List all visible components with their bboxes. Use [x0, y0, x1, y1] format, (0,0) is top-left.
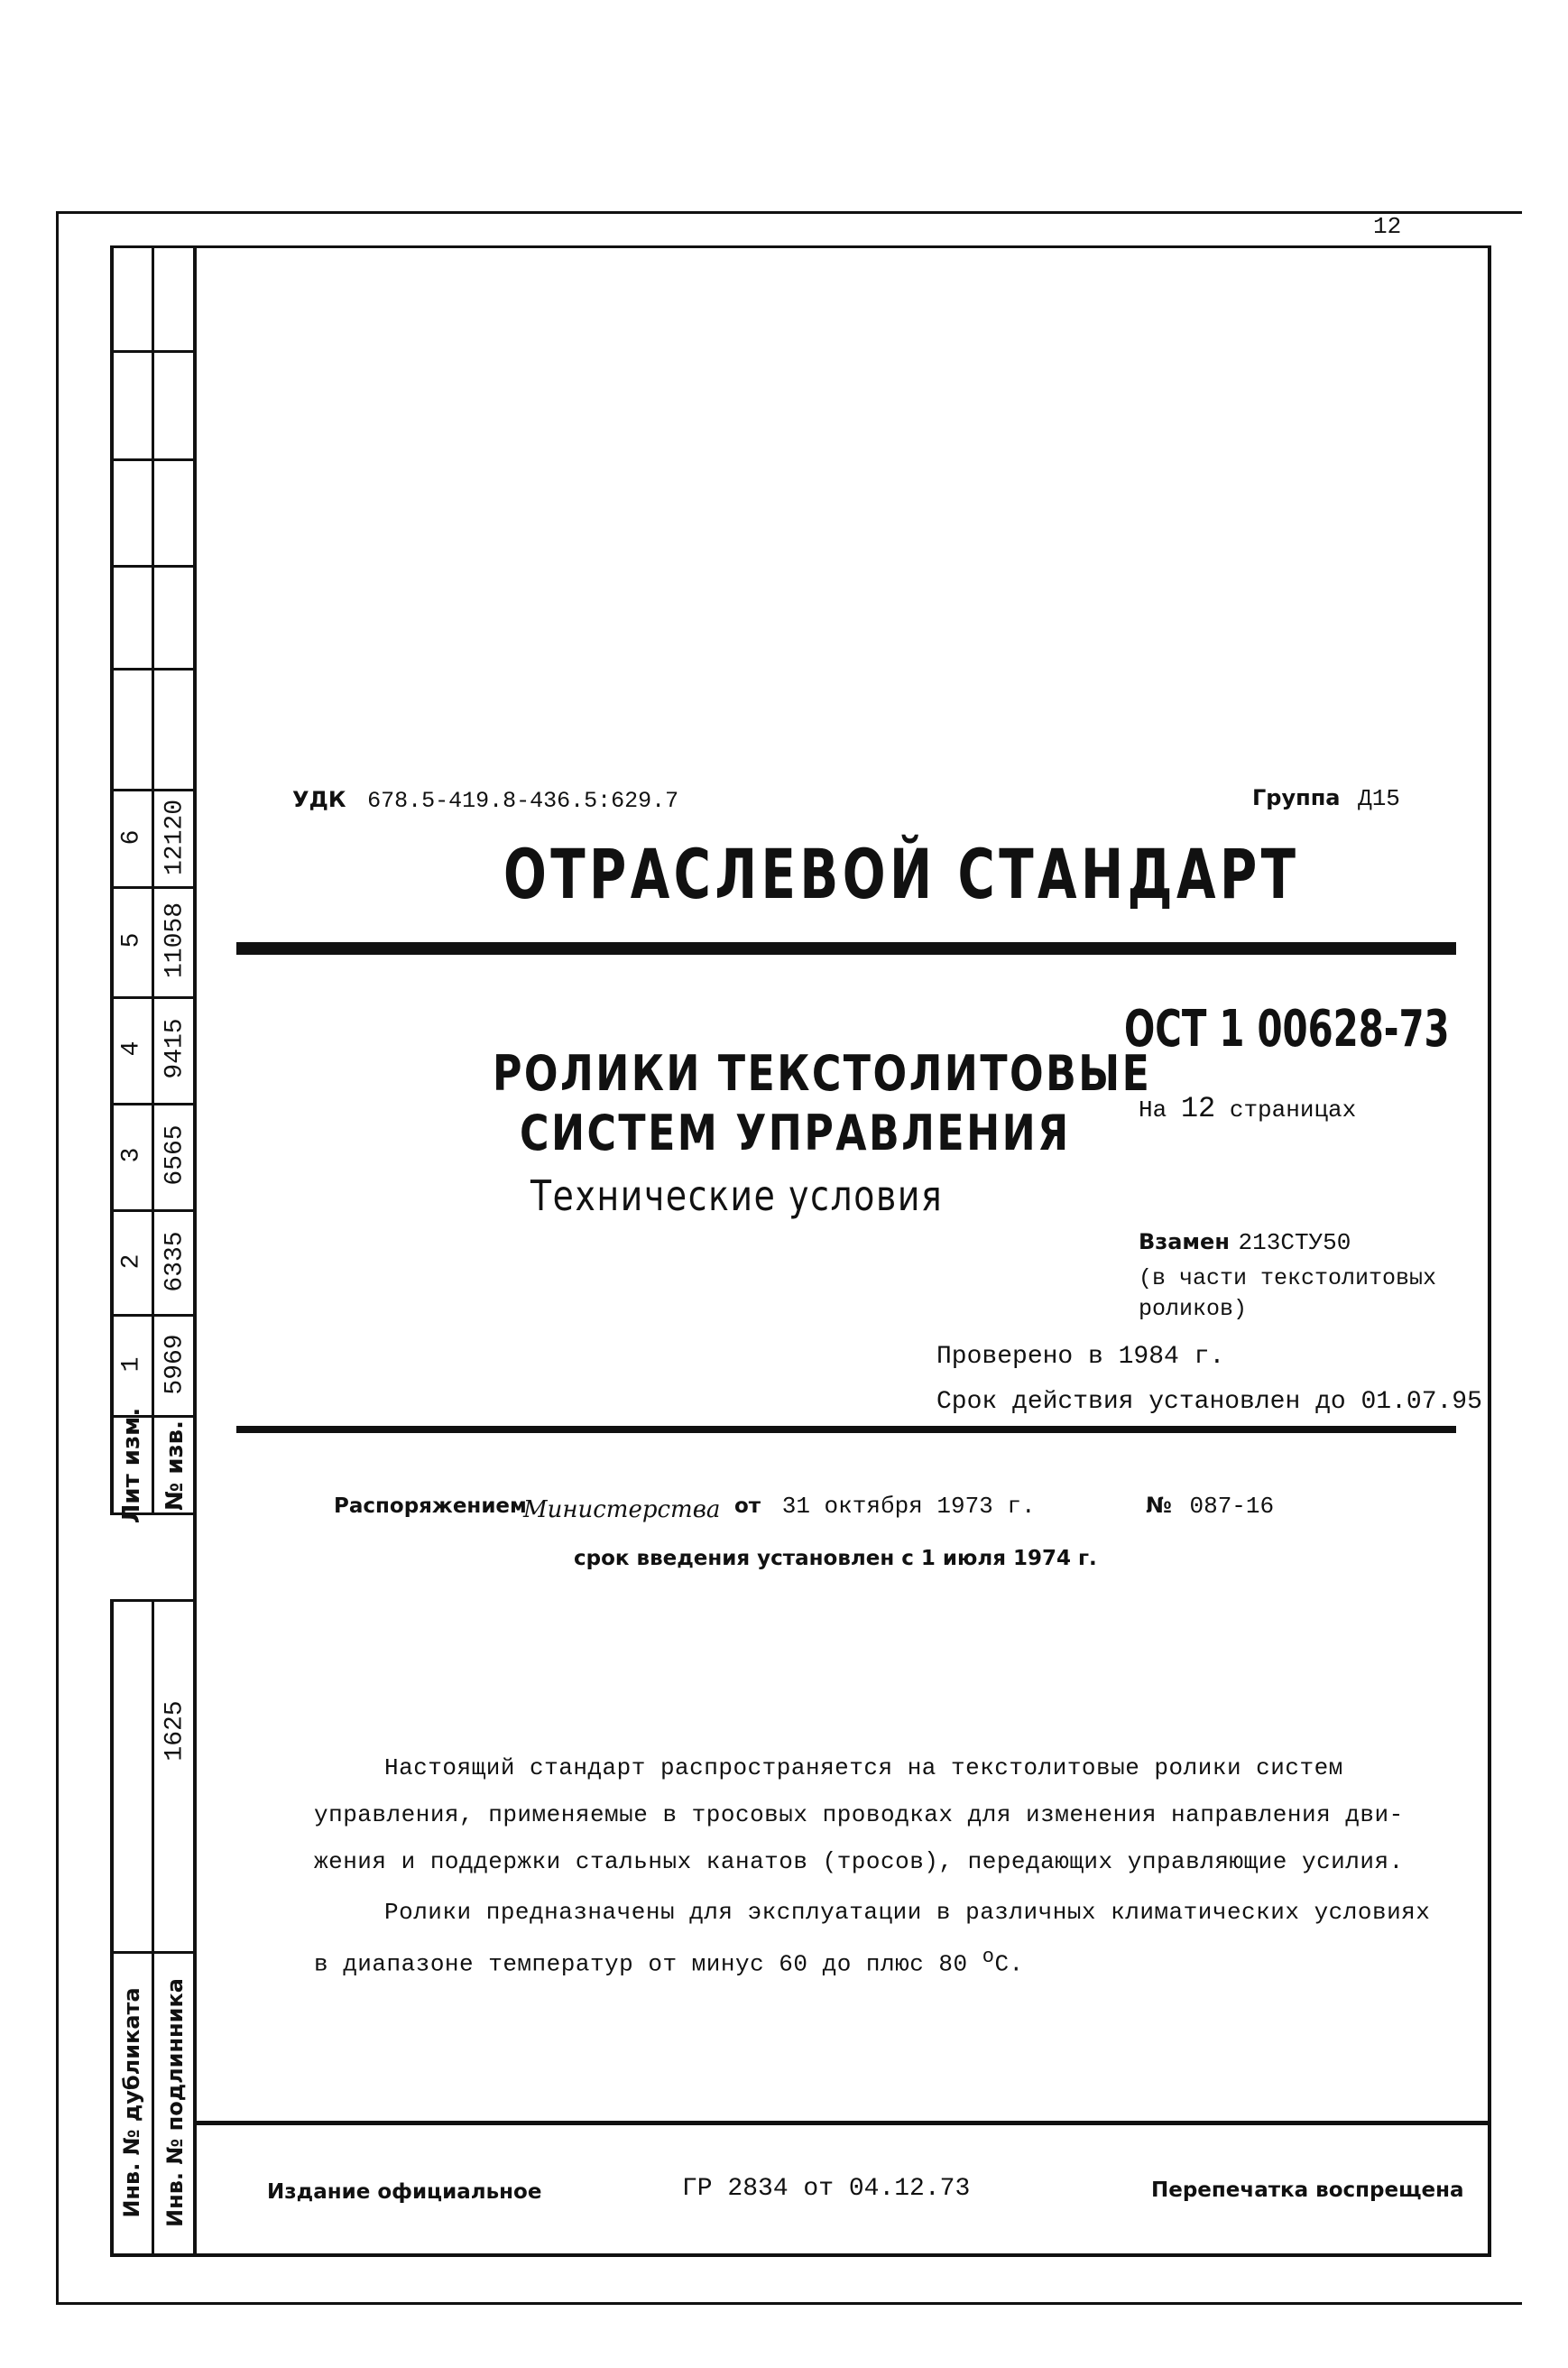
order-effective: срок введения установлен с 1 июля 1974 г.	[574, 1547, 1097, 1570]
order-label: Распоряжением	[334, 1494, 527, 1518]
revision-header-doc: № изв.	[161, 1420, 189, 1511]
title-line1: РОЛИКИ ТЕКСТОЛИТОВЫЕ	[493, 1045, 1152, 1102]
revision-table-left	[110, 245, 114, 1514]
rev-line	[110, 996, 195, 999]
replaces-note-line2: роликов)	[1139, 1296, 1248, 1322]
rev-line	[110, 458, 195, 461]
outer-frame-top	[56, 211, 1522, 214]
footer-official: Издание официальное	[267, 2180, 542, 2204]
footer-registration: ГР 2834 от 04.12.73	[682, 2175, 971, 2203]
archive-inv-original-value: 1625	[161, 1700, 189, 1762]
body-para2-line2-suffix: С.	[994, 1950, 1024, 1978]
inner-frame-right	[1488, 245, 1491, 2256]
group-value: Д15	[1358, 785, 1400, 812]
footer-rule	[193, 2121, 1491, 2125]
group-label: Группа	[1252, 785, 1341, 810]
inner-frame-left	[193, 245, 197, 2256]
revision-doc-5: 11058	[161, 902, 189, 979]
title-line2: СИСТЕМ УПРАВЛЕНИЯ	[520, 1105, 1071, 1161]
pages-count: 12	[1180, 1092, 1216, 1125]
revision-change-4: 4	[117, 1041, 146, 1057]
revision-change-1: 1	[117, 1356, 146, 1373]
body-para1-line1: Настоящий стандарт распространяется на текстолитовые ролики систем	[384, 1754, 1343, 1781]
verification-validity: Срок действия установлен до 01.07.95	[936, 1388, 1482, 1416]
page-number: 12	[1373, 213, 1402, 240]
outer-frame-bottom	[56, 2302, 1522, 2305]
revision-doc-6: 12120	[161, 799, 189, 876]
order-date-prefix: от	[734, 1494, 761, 1518]
revision-table-mid	[152, 245, 154, 1514]
revision-change-6: 6	[117, 829, 146, 846]
order-line	[334, 1494, 527, 1518]
revision-change-2: 2	[117, 1253, 146, 1270]
replaces-note-line1: (в части текстолитовых	[1139, 1265, 1437, 1291]
order-number-label: №	[1146, 1493, 1172, 1518]
rev-line	[110, 1314, 195, 1317]
verification-checked: Проверено в 1984 г.	[936, 1343, 1225, 1371]
revision-header-change: Лит изм.	[118, 1407, 145, 1524]
body-para1-line3: жения и поддержки стальных канатов (тросов), передающих управляющие усилия.	[314, 1848, 1404, 1875]
order-authority-wrap	[523, 1496, 720, 1523]
heading-rule	[236, 942, 1456, 955]
order-date: 31 октября 1973 г.	[781, 1493, 1036, 1520]
inner-frame-top	[110, 245, 1490, 248]
rev-line	[110, 1103, 195, 1105]
replaces-label: Взамен	[1139, 1229, 1230, 1254]
archive-inv-duplicate-label: Инв. № дубликата	[119, 1987, 144, 2218]
archive-table-mid	[152, 1599, 154, 2256]
body-para2-line1: Ролики предназначены для эксплуатации в различных климатических условиях	[384, 1899, 1431, 1926]
rev-line	[110, 565, 195, 568]
revision-change-3: 3	[117, 1147, 146, 1163]
pages-prefix: На	[1139, 1096, 1167, 1124]
revision-doc-3: 6565	[161, 1124, 189, 1186]
archive-table-top	[110, 1599, 195, 1602]
designation-rule	[236, 1426, 1456, 1433]
body-para1-line2: управления, применяемые в тросовых проводках для изменения направления дви-	[314, 1801, 1404, 1828]
standard-type-heading: ОТРАСЛЕВОЙ СТАНДАРТ	[503, 834, 1300, 914]
inner-frame-bottom	[110, 2253, 1491, 2257]
revision-doc-4: 9415	[161, 1018, 189, 1079]
order-number: 087-16	[1189, 1493, 1275, 1520]
rev-line	[110, 789, 195, 791]
body-para2-line2	[314, 1946, 1024, 1978]
replaces-line	[1139, 1229, 1351, 1256]
archive-table-left	[110, 1599, 114, 2256]
standard-code: ОСТ 1 00628-73	[1124, 1000, 1450, 1059]
udk-line	[292, 787, 678, 814]
pages-suffix: страницах	[1229, 1096, 1357, 1124]
replaces-value: 213СТУ50	[1238, 1229, 1351, 1256]
order-number-wrap	[1146, 1493, 1274, 1520]
body-para2-line2-prefix: в диапазоне температур от минус 60 до плюс 80	[314, 1950, 968, 1978]
outer-frame-left	[56, 211, 59, 2305]
revision-doc-2: 6335	[161, 1231, 189, 1292]
udk-label: УДК	[292, 787, 346, 812]
rev-line	[110, 350, 195, 353]
rev-line	[110, 1209, 195, 1212]
rev-line	[110, 886, 195, 889]
order-date-wrap	[734, 1493, 1036, 1520]
archive-table-divider	[110, 1951, 195, 1954]
group-line	[1252, 785, 1400, 812]
rev-line	[110, 668, 195, 671]
archive-inv-original-label: Инв. № подлинника	[162, 1978, 188, 2227]
order-authority: Министерства	[523, 1496, 721, 1523]
title-line3: Технические условия	[530, 1171, 944, 1220]
revision-doc-1: 5969	[161, 1334, 189, 1395]
degree-mark: о	[982, 1946, 995, 1968]
pages-line	[1139, 1092, 1356, 1125]
udk-value: 678.5-419.8-436.5:629.7	[367, 788, 679, 814]
revision-change-5: 5	[117, 932, 146, 948]
footer-reprint: Перепечатка воспрещена	[1151, 2178, 1464, 2202]
